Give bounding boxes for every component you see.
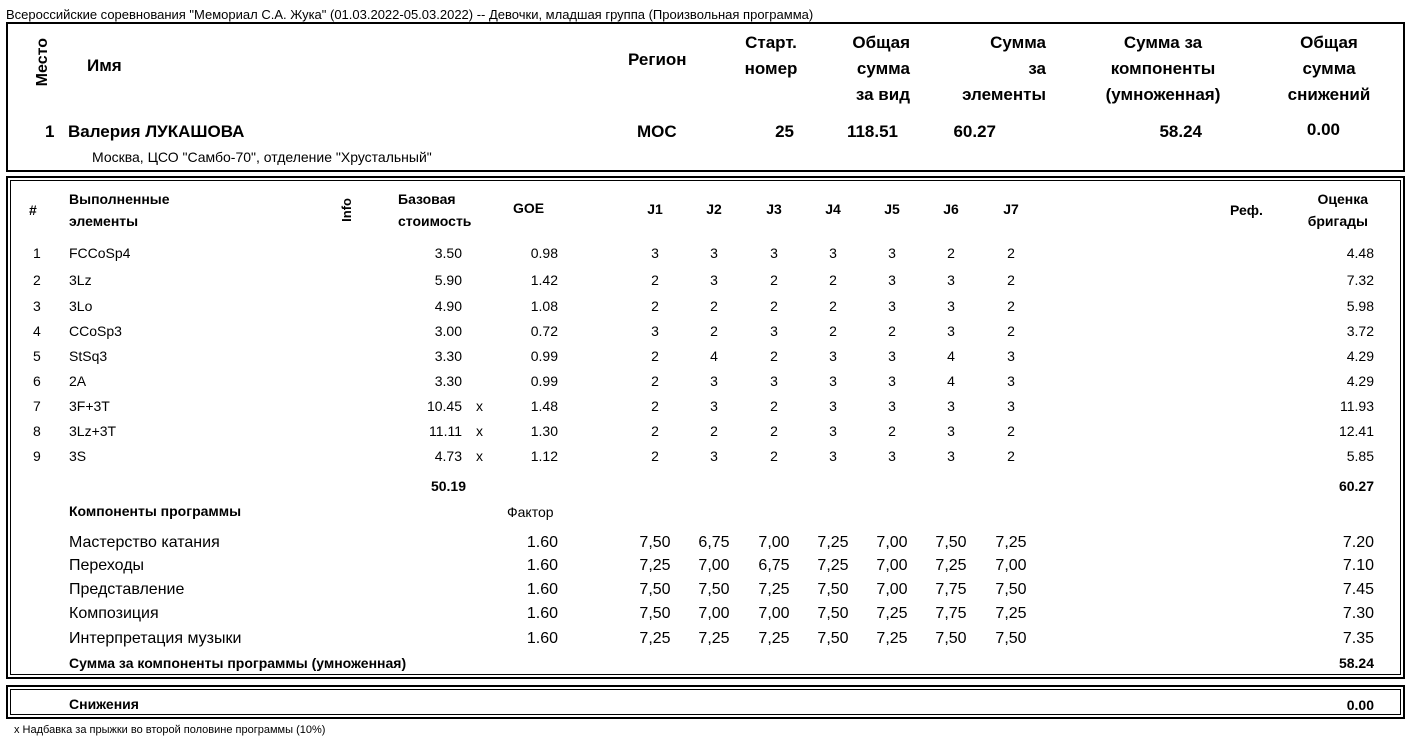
element-bonus-mark: x: [476, 398, 483, 414]
element-judge-score: 3: [651, 245, 659, 261]
element-judge-score: 2: [651, 298, 659, 314]
component-judge-score: 7,50: [817, 581, 849, 598]
element-judge-score: 2: [829, 272, 837, 288]
element-judge-score: 3: [947, 323, 955, 339]
element-panel-score: 4.48: [1346, 245, 1374, 261]
component-score: 7.30: [1342, 605, 1374, 622]
col-elements-header: Выполненные элементы: [69, 191, 170, 229]
element-goe: 0.99: [530, 373, 558, 389]
element-judge-score: 3: [829, 348, 837, 364]
component-judge-score: 7,75: [935, 605, 967, 622]
element-base-value: 11.11: [429, 423, 462, 439]
element-judge-score: 3: [947, 448, 955, 464]
element-judge-score: 3: [1007, 398, 1015, 414]
component-judge-score: 7,00: [876, 557, 908, 574]
element-judge-score: 2: [651, 373, 659, 389]
element-judge-score: 3: [947, 398, 955, 414]
component-judge-score: 7,25: [876, 605, 908, 622]
element-code: 3Lo: [69, 298, 93, 314]
component-judge-score: 7,25: [995, 605, 1027, 622]
skater-club: Москва, ЦСО "Самбо-70", отделение "Хрустальный": [92, 149, 432, 165]
element-judge-score: 3: [947, 423, 955, 439]
element-judge-score: 3: [888, 398, 896, 414]
element-judge-score: 4: [947, 348, 955, 364]
element-judge-score: 2: [888, 423, 896, 439]
element-goe: 1.48: [530, 398, 558, 414]
deductions-value: 0.00: [1346, 697, 1374, 713]
component-judge-score: 7,25: [698, 630, 730, 647]
component-judge-score: 7,00: [758, 605, 790, 622]
element-judge-score: 3: [770, 245, 778, 261]
element-code: CCoSp3: [69, 323, 122, 339]
element-judge-score: 3: [710, 448, 718, 464]
element-judge-score: 2: [651, 448, 659, 464]
component-score: 7.45: [1342, 581, 1374, 598]
components-sum-value: 58.24: [1338, 655, 1374, 671]
element-judge-score: 2: [1007, 423, 1015, 439]
element-panel-score: 11.93: [1340, 398, 1374, 414]
col-panel-header: Оценка бригады: [1307, 191, 1368, 229]
element-goe: 1.08: [530, 298, 558, 314]
element-judge-score: 3: [1007, 348, 1015, 364]
element-base-value: 4.73: [434, 448, 462, 464]
element-code: 3F+3T: [69, 398, 110, 414]
col-ref-header: Реф.: [1230, 202, 1263, 218]
judge-header-1: J1: [647, 201, 663, 217]
element-judge-score: 3: [770, 323, 778, 339]
judge-header-7: J7: [1003, 201, 1019, 217]
component-judge-score: 7,00: [758, 534, 790, 551]
component-name: Представление: [69, 581, 185, 598]
element-row-number: 7: [33, 398, 41, 414]
element-judge-score: 3: [888, 245, 896, 261]
element-row-number: 9: [33, 448, 41, 464]
element-code: 3Lz: [69, 272, 92, 288]
element-panel-score: 12.41: [1338, 423, 1374, 439]
element-row-number: 6: [33, 373, 41, 389]
component-judge-score: 7,50: [935, 630, 967, 647]
component-judge-score: 7,25: [639, 557, 671, 574]
component-judge-score: 7,25: [995, 534, 1027, 551]
component-factor: 1.60: [526, 630, 558, 647]
element-panel-score: 4.29: [1346, 348, 1374, 364]
element-judge-score: 3: [829, 373, 837, 389]
element-judge-score: 2: [829, 323, 837, 339]
component-judge-score: 7,50: [935, 534, 967, 551]
judge-header-5: J5: [884, 201, 900, 217]
base-value-total: 50.19: [430, 478, 466, 494]
component-judge-score: 7,25: [876, 630, 908, 647]
element-judge-score: 2: [770, 398, 778, 414]
component-name: Переходы: [69, 557, 145, 574]
element-row-number: 4: [33, 323, 41, 339]
component-judge-score: 7,00: [995, 557, 1027, 574]
component-judge-score: 7,50: [817, 605, 849, 622]
component-judge-score: 6,75: [758, 557, 790, 574]
element-panel-score: 5.98: [1346, 298, 1374, 314]
element-judge-score: 2: [770, 448, 778, 464]
element-bonus-mark: x: [476, 423, 483, 439]
element-judge-score: 2: [710, 298, 718, 314]
component-judge-score: 7,25: [639, 630, 671, 647]
element-row-number: 8: [33, 423, 41, 439]
element-base-value: 3.30: [434, 348, 462, 364]
col-goe-header: GOE: [513, 200, 545, 216]
deductions-inner-frame: [10, 689, 1401, 715]
component-score: 7.10: [1342, 557, 1374, 574]
component-judge-score: 7,00: [876, 581, 908, 598]
component-judge-score: 7,25: [758, 581, 790, 598]
element-bonus-mark: x: [476, 448, 483, 464]
element-judge-score: 2: [1007, 323, 1015, 339]
component-name: Мастерство катания: [69, 534, 220, 551]
col-info-header: Info: [339, 198, 354, 222]
element-judge-score: 2: [770, 272, 778, 288]
element-judge-score: 3: [888, 373, 896, 389]
col-num-header: #: [29, 202, 37, 218]
element-judge-score: 3: [829, 448, 837, 464]
component-judge-score: 6,75: [698, 534, 730, 551]
element-judge-score: 3: [947, 298, 955, 314]
element-base-value: 5.90: [434, 272, 462, 288]
components-title: Компоненты программы: [69, 503, 242, 519]
element-judge-score: 2: [651, 423, 659, 439]
panel-score-total: 60.27: [1338, 478, 1374, 494]
component-judge-score: 7,00: [698, 605, 730, 622]
element-code: StSq3: [69, 348, 108, 364]
element-judge-score: 3: [710, 272, 718, 288]
components-sum-header: Сумма за компоненты (умноженная): [1105, 33, 1221, 104]
component-score: 7.35: [1342, 630, 1374, 647]
element-judge-score: 2: [710, 423, 718, 439]
element-judge-score: 2: [829, 298, 837, 314]
start-number-header: Старт. номер: [744, 33, 798, 78]
skater-elements-sum: 60.27: [953, 122, 996, 141]
element-judge-score: 3: [770, 373, 778, 389]
element-code: 3Lz+3T: [69, 423, 117, 439]
judge-header-6: J6: [943, 201, 959, 217]
deductions-total-header: Общая сумма снижений: [1287, 33, 1371, 104]
footnote: x Надбавка за прыжки во второй половине программы (10%): [14, 724, 326, 736]
col-base-header: Базовая стоимость: [398, 191, 472, 229]
element-panel-score: 4.29: [1346, 373, 1374, 389]
component-judge-score: 7,50: [995, 630, 1027, 647]
components-sum-label: Сумма за компоненты программы (умноженная): [69, 655, 407, 671]
component-judge-score: 7,00: [876, 534, 908, 551]
judge-header-3: J3: [766, 201, 782, 217]
component-name: Интерпретация музыки: [69, 630, 242, 647]
name-header: Имя: [87, 56, 122, 75]
element-goe: 0.99: [530, 348, 558, 364]
element-judge-score: 3: [1007, 373, 1015, 389]
element-row-number: 2: [33, 272, 41, 288]
element-goe: 0.72: [530, 323, 558, 339]
component-judge-score: 7,75: [935, 581, 967, 598]
element-judge-score: 3: [710, 398, 718, 414]
element-judge-score: 3: [710, 373, 718, 389]
total-score-header: Общая сумма за вид: [852, 33, 910, 104]
element-goe: 1.42: [530, 272, 558, 288]
element-judge-score: 3: [888, 448, 896, 464]
component-judge-score: 7,50: [639, 534, 671, 551]
element-panel-score: 7.32: [1346, 272, 1374, 288]
element-judge-score: 3: [829, 245, 837, 261]
element-code: 3S: [69, 448, 87, 464]
element-judge-score: 3: [947, 272, 955, 288]
component-factor: 1.60: [526, 557, 558, 574]
component-judge-score: 7,00: [698, 557, 730, 574]
judge-header-4: J4: [825, 201, 841, 217]
element-base-value: 3.50: [434, 245, 462, 261]
component-judge-score: 7,25: [817, 557, 849, 574]
component-judge-score: 7,25: [817, 534, 849, 551]
place-header: Место: [34, 38, 51, 87]
element-base-value: 10.45: [426, 398, 462, 414]
component-judge-score: 7,50: [995, 581, 1027, 598]
skater-place: 1: [45, 122, 55, 141]
element-panel-score: 3.72: [1346, 323, 1374, 339]
element-judge-score: 2: [1007, 298, 1015, 314]
element-code: 2A: [69, 373, 87, 389]
judge-header-2: J2: [706, 201, 722, 217]
element-row-number: 5: [33, 348, 41, 364]
elements-sum-header: Сумма за элементы: [962, 33, 1046, 104]
component-judge-score: 7,25: [758, 630, 790, 647]
component-factor: 1.60: [526, 534, 558, 551]
element-judge-score: 3: [888, 348, 896, 364]
element-judge-score: 2: [770, 423, 778, 439]
element-goe: 0.98: [530, 245, 558, 261]
skater-region: MOC: [637, 122, 677, 141]
skater-components-sum: 58.24: [1159, 122, 1202, 141]
element-judge-score: 2: [710, 323, 718, 339]
element-judge-score: 2: [888, 323, 896, 339]
element-judge-score: 2: [947, 245, 955, 261]
skater-total: 118.51: [846, 122, 898, 141]
element-goe: 1.30: [530, 423, 558, 439]
element-judge-score: 2: [1007, 448, 1015, 464]
element-judge-score: 3: [710, 245, 718, 261]
deductions-label: Снижения: [69, 696, 139, 712]
element-base-value: 3.00: [434, 323, 462, 339]
element-judge-score: 2: [770, 298, 778, 314]
element-judge-score: 4: [710, 348, 718, 364]
element-judge-score: 2: [651, 272, 659, 288]
element-judge-score: 2: [1007, 272, 1015, 288]
component-score: 7.20: [1342, 534, 1374, 551]
element-base-value: 4.90: [434, 298, 462, 314]
factor-header: Фактор: [507, 504, 554, 520]
component-factor: 1.60: [526, 605, 558, 622]
component-judge-score: 7,50: [817, 630, 849, 647]
element-row-number: 3: [33, 298, 41, 314]
element-code: FCCoSp4: [69, 245, 131, 261]
element-judge-score: 2: [770, 348, 778, 364]
element-judge-score: 3: [829, 398, 837, 414]
element-judge-score: 4: [947, 373, 955, 389]
event-title: Всероссийские соревнования "Мемориал С.А. Жука" (01.03.2022-05.03.2022) -- Девочки, младшая группа (Произвольная программа): [6, 7, 814, 22]
region-header: Регион: [628, 50, 687, 69]
element-base-value: 3.30: [434, 373, 462, 389]
skater-name: Валерия ЛУКАШОВА: [68, 122, 245, 141]
component-factor: 1.60: [526, 581, 558, 598]
element-judge-score: 3: [829, 423, 837, 439]
component-name: Композиция: [69, 605, 159, 622]
element-judge-score: 2: [651, 348, 659, 364]
skater-start-number: 25: [775, 122, 794, 141]
component-judge-score: 7,50: [698, 581, 730, 598]
component-judge-score: 7,50: [639, 605, 671, 622]
skater-deductions: 0.00: [1306, 120, 1340, 139]
element-judge-score: 3: [888, 272, 896, 288]
element-judge-score: 3: [888, 298, 896, 314]
component-judge-score: 7,50: [639, 581, 671, 598]
element-goe: 1.12: [530, 448, 558, 464]
element-judge-score: 2: [651, 398, 659, 414]
element-judge-score: 3: [651, 323, 659, 339]
element-panel-score: 5.85: [1346, 448, 1374, 464]
element-row-number: 1: [33, 245, 41, 261]
component-judge-score: 7,25: [935, 557, 967, 574]
element-judge-score: 2: [1007, 245, 1015, 261]
